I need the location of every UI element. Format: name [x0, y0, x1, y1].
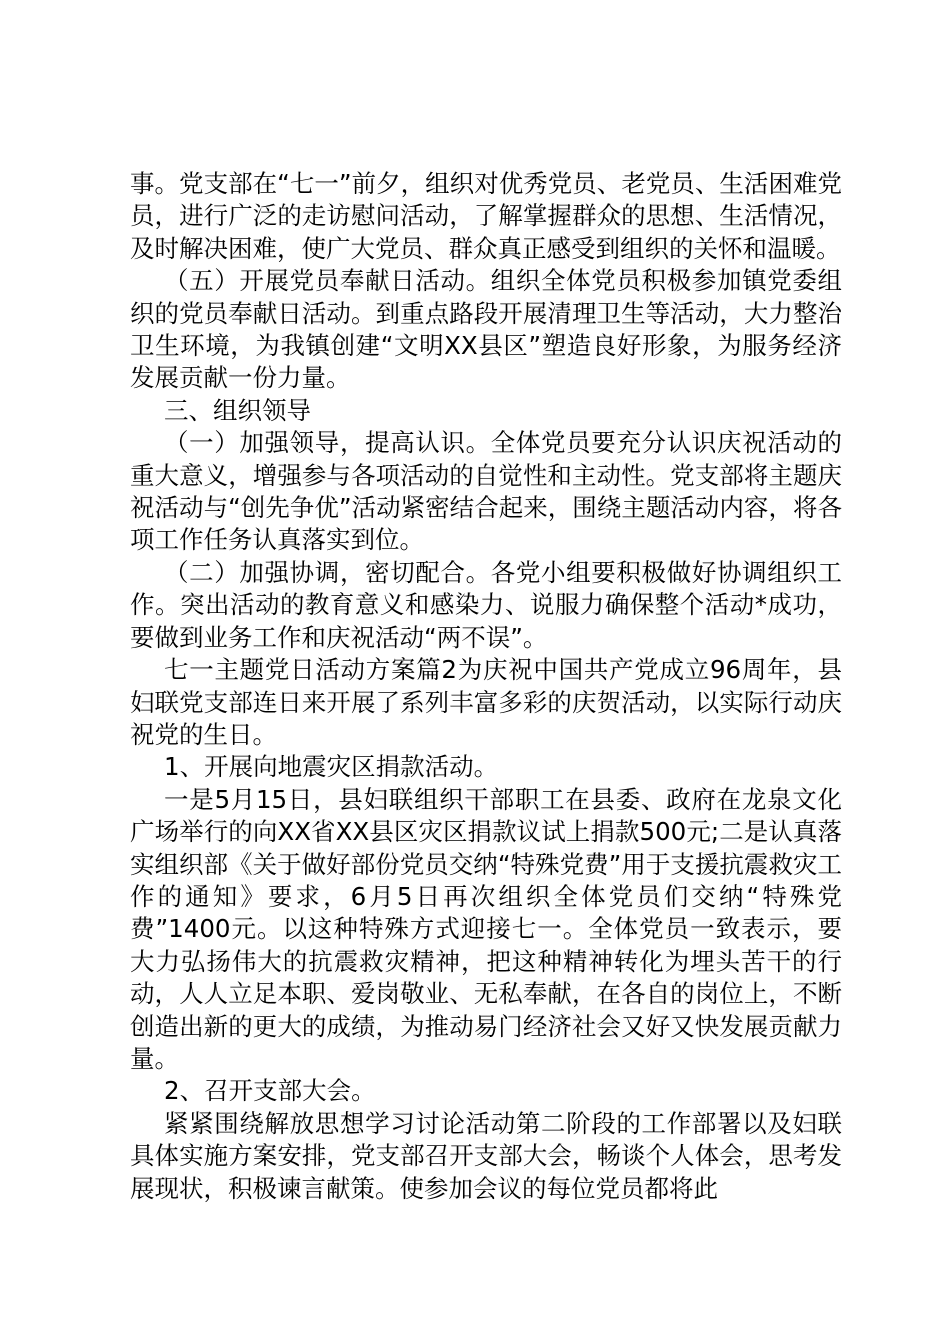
paragraph-5: （二）加强协调，密切配合。各党小组要积极做好协调组织工作。突出活动的教育意义和感染力、说服力确保整个活动*成功，要做到业务工作和庆祝活动“两不误”。 — [130, 557, 842, 652]
paragraph-4: （一）加强领导，提高认识。全体党员要充分认识庆祝活动的重大意义，增强参与各项活动的自觉性和主动性。党支部将主题庆祝活动与“创先争优”活动紧密结合起来，围绕主题活动内容，将各项工作任务认真落实到位。 — [130, 428, 842, 555]
section-heading-organization: 三、组织领导 — [164, 395, 311, 425]
paragraph-8: 一是5月15日，县妇联组织干部职工在县委、政府在龙泉文化广场举行的向XX省XX县区灾区捐款议试上捐款500元;二是认真落实组织部《关于做好部份党员交纳“特殊党费”用于支援抗震救灾工作的通知》要求，6月5日再次组织全体党员们交纳“特殊党费”1400元。以这种特殊方式迎接七一。全体党员一致表示，要大力弘扬伟大的抗震救灾精神，把这种精神转化为埋头苦干的行动，人人立足本职、爱岗敬业、无私奉献，在各自的岗位上，不断创造出新的更大的成绩，为推动易门经济社会又好又快发展贡献力量。 — [130, 784, 842, 1073]
paragraph-2: （五）开展党员奉献日活动。组织全体党员积极参加镇党委组织的党员奉献日活动。到重点路段开展清理卫生等活动，大力整治卫生环境，为我镇创建“文明XX县区”塑造良好形象，为服务经济发展贡献一份力量。 — [130, 266, 842, 393]
document-body — [130, 168, 842, 1205]
item-heading-meeting: 2、召开支部大会。 — [164, 1076, 376, 1106]
item-heading-donation: 1、开展向地震灾区捐款活动。 — [164, 752, 499, 782]
paragraph-10: 紧紧围绕解放思想学习讨论活动第二阶段的工作部署以及妇联具体实施方案安排，党支部召开支部大会，畅谈个人体会，思考发展现状，积极谏言献策。使参加会议的每位党员都将此 — [130, 1108, 842, 1203]
paragraph-1: 事。党支部在“七一”前夕，组织对优秀党员、老党员、生活困难党员，进行广泛的走访慰问活动，了解掌握群众的思想、生活情况，及时解决困难，使广大党员、群众真正感受到组织的关怀和温暖。 — [130, 169, 842, 263]
paragraph-6: 七一主题党日活动方案篇2为庆祝中国共产党成立96周年，县妇联党支部连日来开展了系列丰富多彩的庆贺活动，以实际行动庆祝党的生日。 — [130, 655, 842, 749]
